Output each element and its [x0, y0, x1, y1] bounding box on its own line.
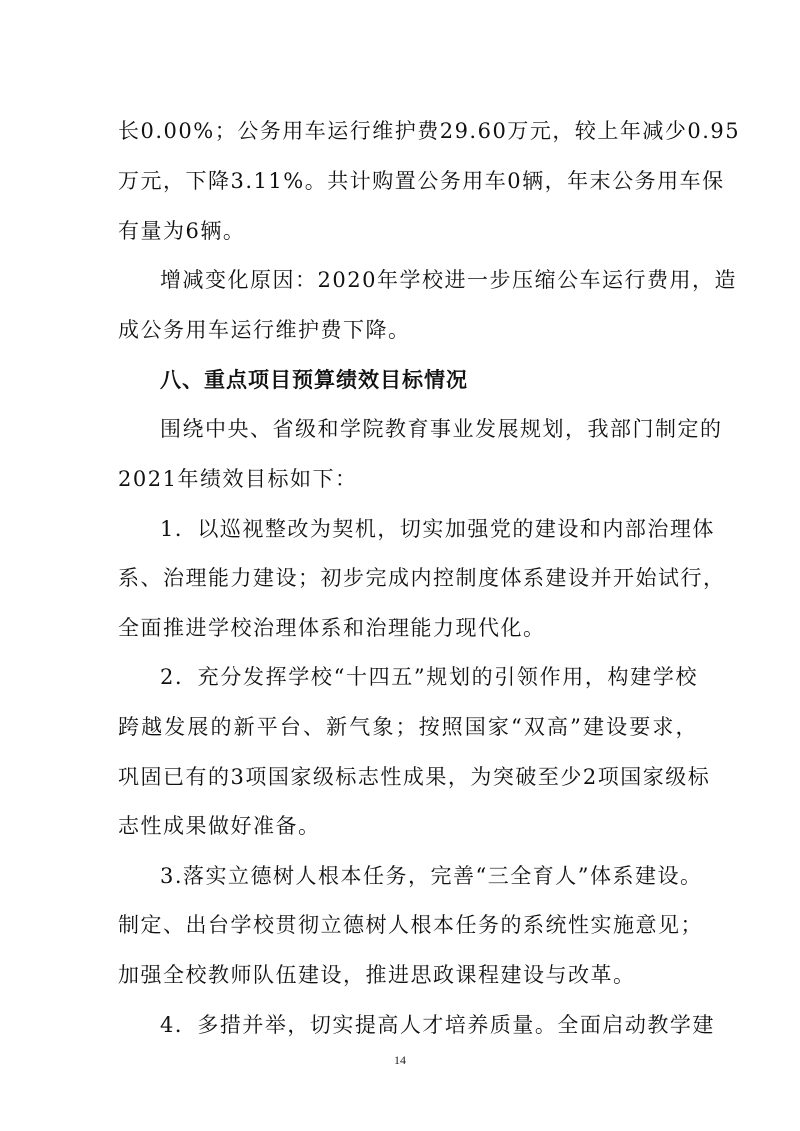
text-line: 全面推进学校治理体系和治理能力现代化。: [118, 616, 546, 640]
section-heading: 八、重点项目预算绩效目标情况: [160, 368, 468, 392]
text-line: 跨越发展的新平台、新气象；按照国家“双高”建设要求，: [118, 715, 698, 739]
text-line: 围绕中央、省级和学院教育事业发展规划，我部门制定的: [160, 417, 723, 441]
text-line: 成公务用车运行维护费下降。: [118, 318, 411, 342]
text-line: 3.落实立德树人根本任务，完善“三全育人”体系建设。: [160, 864, 703, 888]
text-line: 1．以巡视整改为契机，切实加强党的建设和内部治理体: [160, 517, 715, 541]
text-line: 长0.00%；公务用车运行维护费29.60万元，较上年减少0.95: [118, 119, 741, 143]
page-number: 14: [394, 1053, 406, 1067]
text-line: 万元，下降3.11%。共计购置公务用车0辆，年末公务用车保: [118, 169, 725, 193]
text-line: 2．充分发挥学校“十四五”规划的引领作用，构建学校: [160, 665, 698, 689]
text-line: 加强全校教师队伍建设，推进思政课程建设与改革。: [118, 963, 636, 987]
text-line: 巩固已有的3项国家级标志性成果，为突破至少2项国家级标: [118, 765, 711, 789]
text-line: 增减变化原因：2020年学校进一步压缩公车运行费用，造: [160, 268, 737, 292]
text-line: 2021年绩效目标如下：: [118, 467, 358, 491]
text-line: 系、治理能力建设；初步完成内控制度体系建设并开始试行，: [118, 566, 726, 590]
text-line: 4．多措并举，切实提高人才培养质量。全面启动教学建: [160, 1013, 715, 1037]
text-line: 有量为6辆。: [118, 219, 246, 243]
text-line: 制定、出台学校贯彻立德树人根本任务的系统性实施意见；: [118, 913, 703, 937]
text-line: 志性成果做好准备。: [118, 814, 321, 838]
